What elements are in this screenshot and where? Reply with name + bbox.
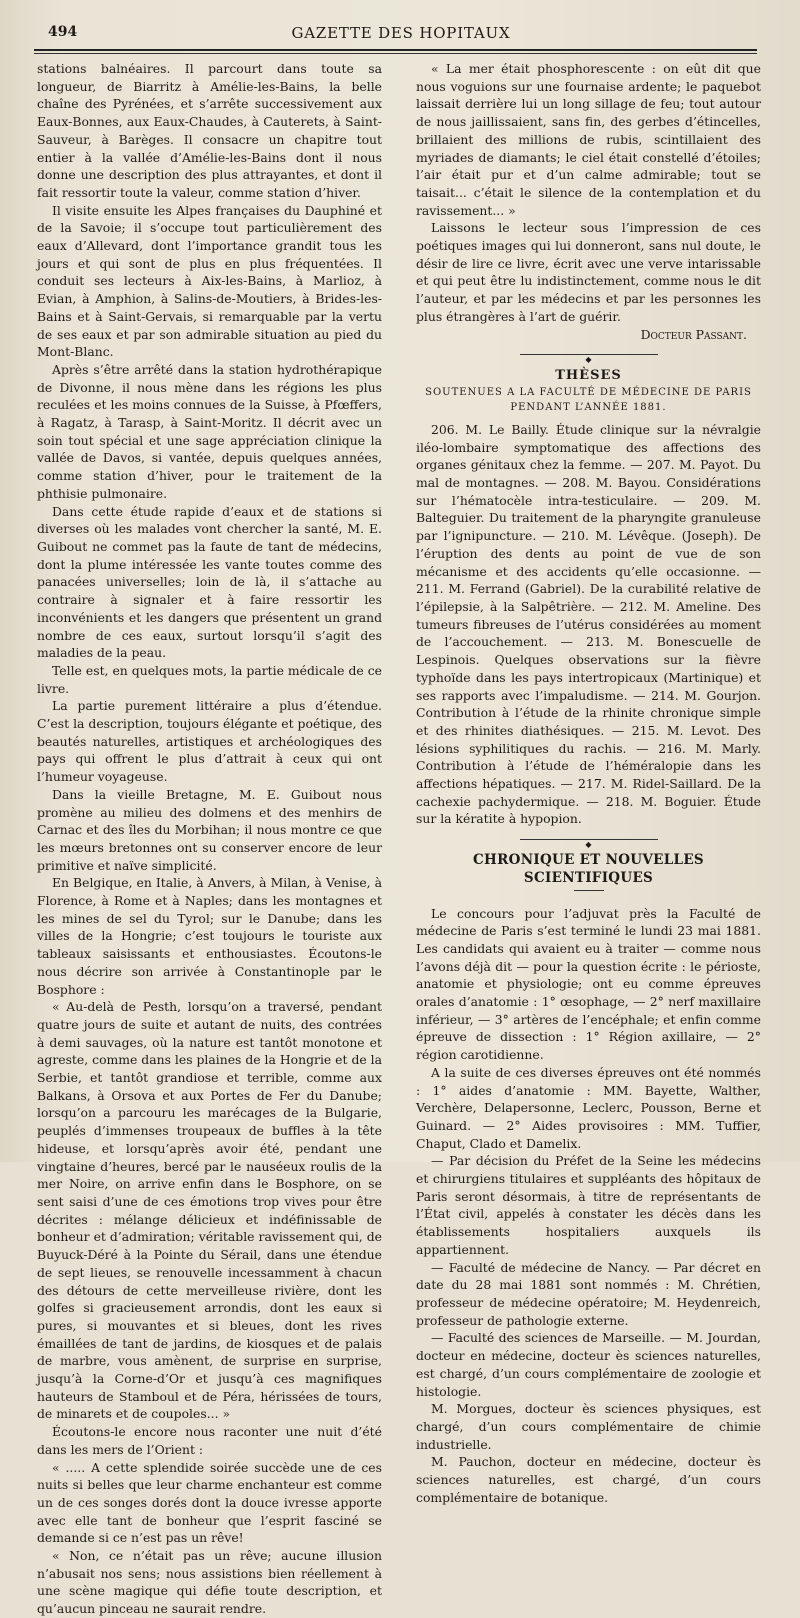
news-paragraph: Le concours pour l’adjuvat près la Faculté de médecine de Paris s’est terminé le lundi 23 mai 1881. Les candidats qui avaient eu à traiter — comme nous l’avons déjà dit — pour la question écrite : le périoste, anatomie et physiologie; ont eu comme épreuves orales d’anatomie : 1° œsophage, — 2° nerf maxillaire inférieur, — 3° artères de l’encéphale; et enfin comme épreuve de dissection : 1° Région axillaire, — 2° région carotidienne. bbox=[416, 905, 761, 1063]
divider-ornament-icon: ◆ bbox=[581, 355, 595, 364]
article-paragraph: La partie purement littéraire a plus d’étendue. C’est la description, toujours élégante et poétique, des beautés naturelles, artistiques et archéologiques des pays qui offrent le plus d’attrait à ceux qui ont l’humeur voyageuse. bbox=[37, 698, 382, 785]
news-paragraph: — Par décision du Préfet de la Seine les médecins et chirurgiens titulaires et suppléants des hôpitaux de Paris seront désormais, à titre de représentants de l’État civil, appelés à constater les décès dans les établissements hospitaliers auxquels ils appartiennent. bbox=[416, 1153, 761, 1257]
article-paragraph: stations balnéaires. Il parcourt dans toute sa longueur, de Biarritz à Amélie-les-Bains, la belle chaîne des Pyrénées, et s’arrête successivement aux Eaux-Bonnes, aux Eaux-Chaudes, à Cauterets, à Saint-Sauveur, à Barèges. Il consacre un chapitre tout entier à la vallée d’Amélie-les-Bains dont il nous donne une description des plus attrayantes, et dont il fait ressortir toute la valeur, comme station d’hiver. bbox=[37, 61, 382, 200]
news-paragraph: M. Morgues, docteur ès sciences physiques, est chargé, d’un cours complémentaire de chimie industrielle. bbox=[416, 1401, 761, 1452]
heading-rule bbox=[574, 890, 604, 891]
section-divider bbox=[416, 834, 761, 850]
divider-ornament-icon: ◆ bbox=[581, 840, 595, 849]
article-paragraph: Après s’être arrêté dans la station hydrothérapique de Divonne, il nous mène dans les régions les plus reculées et les moins connues de la Suisse, à Pfœffers, à Ragatz, à Tarasp, à Saint-Moritz. Il décrit avec un soin tout spécial et une sage appréciation clinique la vallée de Davos, si vantée, depuis quelques années, comme station d’hiver, pour le traitement de la phthisie pulmonaire. bbox=[37, 361, 382, 501]
quoted-paragraph: « La mer était phosphorescente : on eût dit que nous voguions sur une fournaise ardente; le paquebot laissait derrière lui un long sillage de feu; tout autour de nous jaillissaient, sans fin, des gerbes d’étincelles, brillaient des millions de rubis, scintillaient des myriades de diamants; le ciel était constellé d’étoiles; l’air était pur et d’un calme admirable; tout se taisait... c’était le silence de la contemplation et du ravissement... » bbox=[416, 61, 761, 218]
theses-subtitle-line-2: PENDANT L’ANNÉE 1881. bbox=[510, 401, 667, 413]
quoted-paragraph: « Au-delà de Pesth, lorsqu’on a traversé, pendant quatre jours de suite et autant de nuits, des contrées à demi sauvages, où la nature est tantôt monotone et agreste, comme dans les plaines de la Hongrie et de la Serbie, et tantôt grandiose et terrible, comme aux Balkans, à Orsova et aux Portes de Fer du Danube; lorsqu’on a parcouru les marécages de la Bulgarie, peuplés d’immenses troupeaux de buffles à la tête hideuse, et lorsqu’après avoir été, pendant une vingtaine d’heures, bercé par le nauséeux roulis de la mer Noire, on arrive enfin dans le Bosphore, on se sent saisi d’une de ces émotions trop vives pour être décrites : mélange délicieux et indéfinissable de bonheur et d’admiration; véritable ravissement qui, de Buyuck-Déré à la Pointe du Sérail, dans une étendue de sept lieues, se renouvelle incessamment à chacun des détours de cette merveilleuse rivière, dont les golfes si gracieusement arrondis, dont les eaux si pures, si mouvantes et si bleues, dont les rives émaillées de tant de jardins, de kiosques et de palais de marbre, vous amènent, de surprise en surprise, jusqu’à la Corne-d’Or et jusqu’à ces magnifiques hauteurs de Stamboul et de Péra, hérissées de tours, de minarets et de coupoles... » bbox=[37, 999, 382, 1422]
news-paragraph: — Faculté des sciences de Marseille. — M. Jourdan, docteur en médecine, docteur ès sciences naturelles, est chargé, d’un cours complémentaire de zoologie et histologie. bbox=[416, 1330, 761, 1399]
right-column bbox=[416, 60, 761, 1506]
news-paragraph: A la suite de ces diverses épreuves ont été nommés : 1° aides d’anatomie : MM. Bayette, Walther, Verchère, Delapersonne, Leclerc, Pousson, Berne et Guinard. — 2° Aides provisoires : MM. Tuffier, Chaput, Clado et Damelix. bbox=[416, 1064, 761, 1151]
theses-list: 206. M. Le Bailly. Étude clinique sur la névralgie iléo-lombaire symptomatique des affections des organes génitaux chez la femme. — 207. M. Payot. Du mal de montagnes. — 208. M. Bayou. Considérations sur l’hématocèle intra-testiculaire. — 209. M. Balteguier. Du traitement de la pharyngite granuleuse par l’ignipuncture. — 210. M. Lévêque. (Joseph). De l’éruption des dents au point de vue de son mécanisme et des accidents qu’elle occasionne. — 211. M. Ferrand (Gabriel). De la curabilité relative de l’épilepsie, à la Salpêtrière. — 212. M. Ameline. Des tumeurs fibreuses de l’utérus considérées au moment de l’accouchement. — 213. M. Bonescuelle de Lespinois. Quelques observations sur la fièvre typhoïde dans les pays intertropicaux (Martinique) et ses rapports avec l’impaludisme. — 214. M. Gourjon. Contribution à l’étude de la rhinite chronique simple et des rhinites diathésiques. — 215. M. Levot. Des lésions syphilitiques du rachis. — 216. M. Marly. Contribution à l’étude de l’héméralopie dans les affections hépatiques. — 217. M. Ridel-Saillard. De la cachexie pachydermique. — 218. M. Boguier. Étude sur la kératite à hypopion. bbox=[416, 421, 761, 827]
news-paragraph: M. Pauchon, docteur en médecine, docteur ès sciences naturelles, est chargé, d’un cours complémentaire de botanique. bbox=[416, 1454, 761, 1505]
news-paragraph: — Faculté de médecine de Nancy. — Par décret en date du 28 mai 1881 sont nommés : M. Chrétien, professeur de médecine opératoire; M. Heydenreich, professeur de pathologie externe. bbox=[416, 1259, 761, 1328]
article-signature: Docteur Passant. bbox=[640, 326, 747, 342]
quoted-paragraph: « Non, ce n’était pas un rêve; aucune illusion n’abusait nos sens; nous assistions bien réellement à une scène magique qui défie toute description, et qu’aucun pinceau ne saurait rendre. bbox=[37, 1548, 382, 1617]
article-paragraph: Laissons le lecteur sous l’impression de ces poétiques images qui lui donneront, sans nul doute, le désir de lire ce livre, écrit avec une verve intarissable et qui peut être lu indistinctement, comme nous le dit l’auteur, et par les médecins et par les personnes les plus étrangères à l’art de guérir. bbox=[416, 220, 761, 324]
article-paragraph: Écoutons-le encore nous raconter une nuit d’été dans les mers de l’Orient : bbox=[37, 1424, 382, 1457]
theses-subtitle-line-1: SOUTENUES A LA FACULTÉ DE MÉDECINE DE PARIS bbox=[425, 386, 752, 398]
article-paragraph: Dans la vieille Bretagne, M. E. Guibout nous promène au milieu des dolmens et des menhirs de Carnac et des îles du Morbihan; il nous montre ce que les mœurs bretonnes ont su conserver encore de leur primitive et naïve simplicité. bbox=[37, 786, 382, 873]
theses-heading: THÈSES bbox=[555, 368, 622, 384]
left-column bbox=[37, 60, 382, 1618]
theses-subtitle bbox=[416, 385, 761, 415]
article-paragraph: Telle est, en quelques mots, la partie médicale de ce livre. bbox=[37, 662, 382, 696]
article-paragraph: Dans cette étude rapide d’eaux et de stations si diverses où les malades vont chercher la santé, M. E. Guibout ne commet pas la faute de tant de médecins, dont la plume intéressée les vante toutes comme des panacées universelles; loin de là, il s’attache au contraire à signaler et à faire ressortir les inconvénients et les dangers que présentent un grand nombre de ces eaux, surtout lorsqu’il s’agit des maladies de la peau. bbox=[37, 503, 382, 661]
article-paragraph: Il visite ensuite les Alpes françaises du Dauphiné et de la Savoie; il s’occupe tout particulièrement des eaux d’Allevard, dont l’importance grandit tous les jours et qui sont de plus en plus fréquentées. Il conduit ses lecteurs à Aix-les-Bains, à Marlioz, à Evian, à Amphion, à Salins-de-Moutiers, à Brides-les-Bains et à Saint-Gervais, si remarquable par la vertu de ses eaux et par son admirable situation au pied du Mont-Blanc. bbox=[37, 202, 382, 360]
chronique-heading: CHRONIQUE ET NOUVELLES SCIENTIFIQUES bbox=[473, 852, 704, 886]
journal-title: GAZETTE DES HOPITAUX bbox=[291, 24, 511, 42]
page-number: 494 bbox=[48, 24, 78, 40]
section-divider bbox=[416, 349, 761, 365]
running-head bbox=[48, 24, 754, 44]
article-paragraph: En Belgique, en Italie, à Anvers, à Milan, à Venise, à Florence, à Rome et à Naples; dans les montagnes et les mines de sel du Tyrol; sur le Danube; dans les villes de la Hongrie; c’est toujours le touriste aux tableaux saisissants et enthousiastes. Écoutons-le nous décrire son arrivée à Constantinople par le Bosphore : bbox=[37, 875, 382, 997]
header-rule-thin bbox=[34, 53, 757, 54]
quoted-paragraph: « ..... A cette splendide soirée succède une de ces nuits si belles que leur charme enchanteur est comme un de ces songes dorés dont la douce ivresse apporte avec elle tant de bonheur que l’esprit fasciné se demande si ce n’est pas un rêve! bbox=[37, 1459, 382, 1546]
header-rule-thick bbox=[34, 49, 757, 51]
